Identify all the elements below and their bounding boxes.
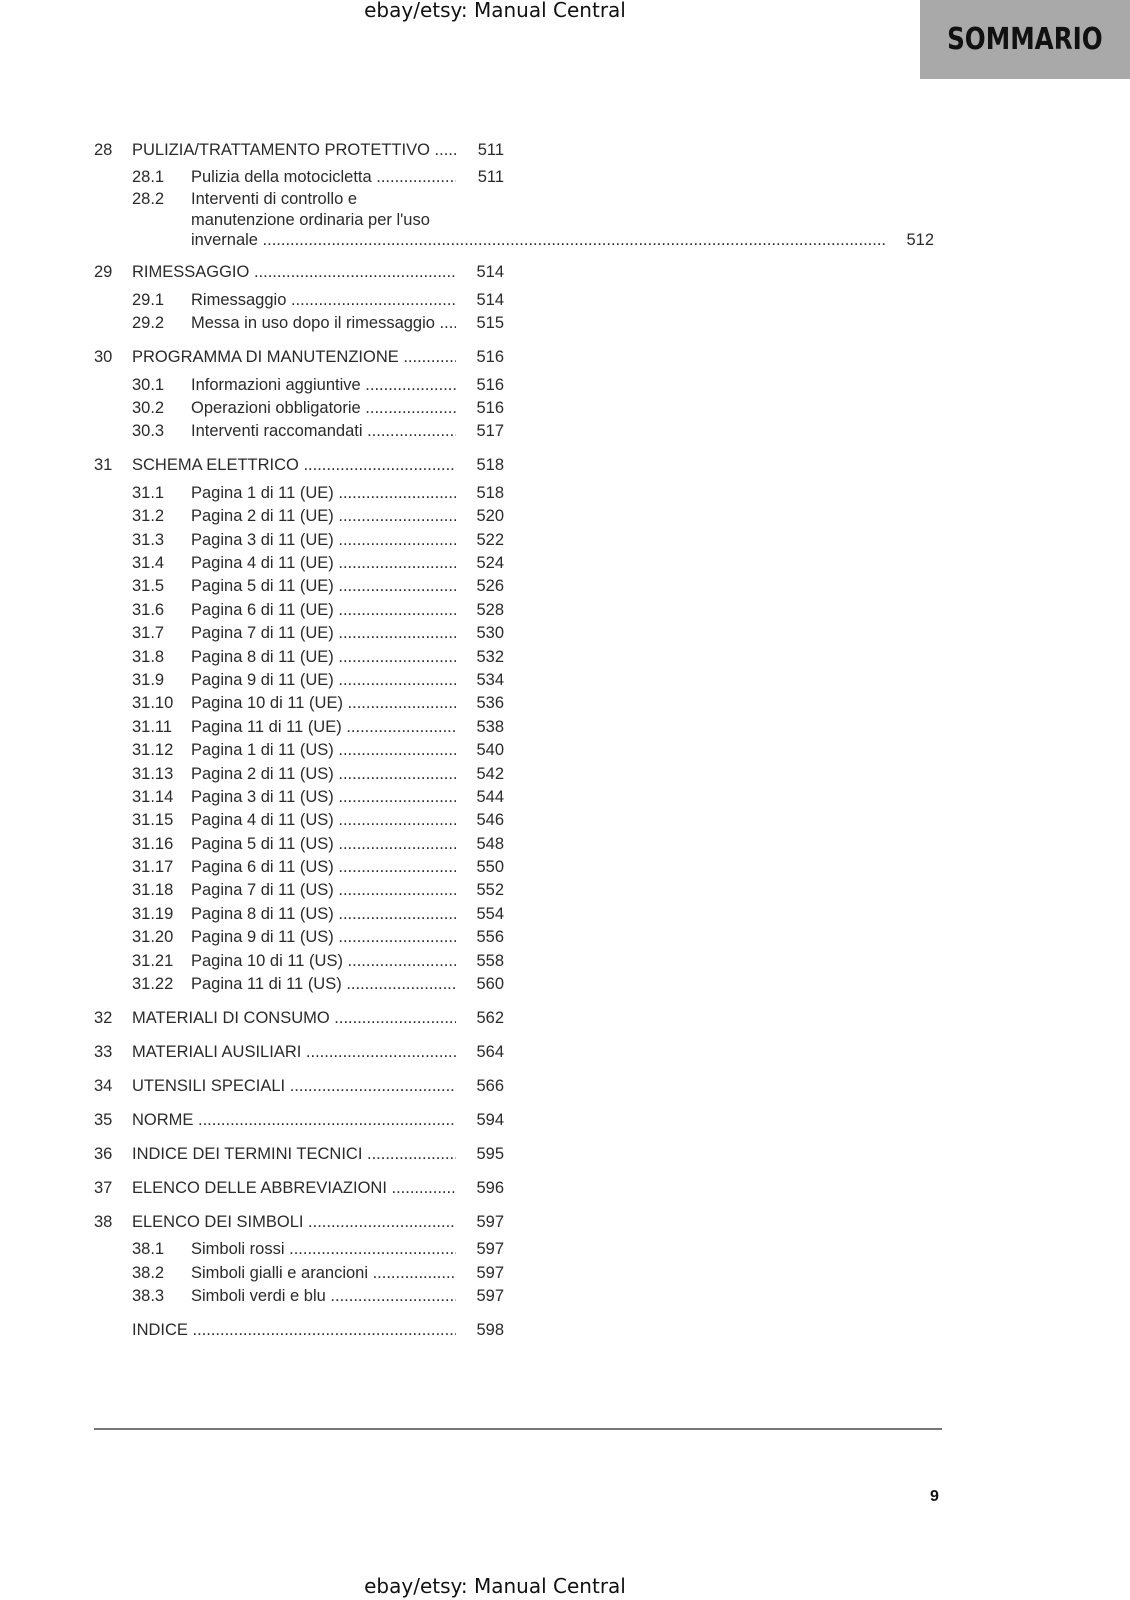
- chapter-number: 29: [94, 263, 113, 282]
- toc-subentry[interactable]: [94, 420, 504, 443]
- subentry-title: Pagina 10 di 11 (UE) .....: [191, 692, 456, 715]
- subentry-number: 31.13: [132, 764, 174, 783]
- chapter-title: MATERIALI DI CONSUMO .....: [132, 1007, 456, 1030]
- subentry-page: 516: [476, 375, 504, 394]
- subentry-number: 31.18: [132, 881, 174, 900]
- toc-subentry[interactable]: [94, 692, 504, 715]
- subentry-title: Messa in uso dopo il rimessaggio .....: [191, 312, 456, 335]
- subentry-number: 31.15: [132, 811, 174, 830]
- subentry-page: 511: [477, 167, 504, 186]
- subentry-page: 548: [476, 834, 504, 853]
- chapter-page: 597: [476, 1213, 504, 1232]
- subentry-number: 31.4: [132, 554, 165, 572]
- toc-chapter[interactable]: [94, 1166, 504, 1200]
- chapter-page: 596: [476, 1179, 504, 1198]
- chapter-title: ELENCO DEI SIMBOLI .....: [132, 1211, 456, 1234]
- subentry-title: Pagina 2 di 11 (UE) .....: [191, 505, 456, 528]
- subentry-number: 31.5: [132, 577, 165, 596]
- chapter-page: 516: [476, 348, 504, 367]
- chapter-page: 598: [476, 1321, 504, 1340]
- subentry-page: 550: [476, 858, 504, 877]
- chapter-title: NORME .....: [132, 1109, 456, 1132]
- toc-chapter[interactable]: [94, 251, 504, 285]
- toc-subentry[interactable]: [94, 1238, 504, 1261]
- chapter-title: MATERIALI AUSILIARI .....: [132, 1041, 456, 1064]
- toc-subentry[interactable]: [94, 950, 504, 973]
- toc-chapter[interactable]: [94, 996, 504, 1030]
- subentry-number: 29.1: [132, 290, 165, 309]
- chapter-title: PROGRAMMA DI MANUTENZIONE .....: [132, 346, 456, 369]
- toc-subentry[interactable]: [94, 482, 504, 505]
- toc-subentry[interactable]: [94, 312, 504, 335]
- subentry-title: Pulizia della motocicletta .....: [191, 166, 456, 189]
- subentry-title: Pagina 2 di 11 (US) .....: [191, 763, 456, 786]
- subentry-number: 31.2: [132, 507, 165, 526]
- toc-subentry[interactable]: [94, 289, 504, 312]
- subentry-number: 31.6: [132, 600, 165, 619]
- chapter-number: 28: [94, 140, 113, 159]
- subentry-page: 534: [476, 670, 504, 689]
- toc-subentry[interactable]: [94, 809, 504, 832]
- chapter-page: 511: [477, 140, 504, 159]
- chapter-title: INDICE DEI TERMINI TECNICI .....: [132, 1143, 456, 1166]
- subentry-number: 31.1: [132, 483, 165, 502]
- toc-subentry[interactable]: [94, 833, 504, 856]
- toc-subentry[interactable]: [94, 903, 504, 926]
- subentry-page: 542: [476, 764, 504, 783]
- chapter-number: 35: [94, 1111, 113, 1130]
- toc-subentry[interactable]: [94, 763, 504, 786]
- toc-subentry[interactable]: [94, 879, 504, 902]
- subentry-number: 38.1: [132, 1240, 165, 1259]
- subentry-number: 38.2: [132, 1263, 165, 1282]
- watermark-bottom: ebay/etsy: Manual Central: [364, 1574, 626, 1598]
- toc-subentry[interactable]: [94, 599, 504, 622]
- subentry-number: 31.22: [132, 975, 174, 994]
- chapter-title: SCHEMA ELETTRICO .....: [132, 454, 456, 477]
- subentry-page: 558: [476, 951, 504, 970]
- subentry-page: 522: [476, 530, 504, 549]
- subentry-title: Pagina 7 di 11 (US) .....: [191, 879, 456, 902]
- entry-title-line: invernale .....: [191, 230, 886, 251]
- toc-chapter[interactable]: [94, 1132, 504, 1166]
- subentry-title: Pagina 8 di 11 (US) .....: [191, 903, 456, 926]
- toc-subentry[interactable]: [94, 973, 504, 996]
- subentry-page: 515: [476, 314, 504, 333]
- toc-subentry[interactable]: [94, 505, 504, 528]
- entry-title-lines: [191, 189, 934, 251]
- toc-subentry[interactable]: [94, 716, 504, 739]
- subentry-number: 38.3: [132, 1287, 165, 1306]
- subentry-number: 30.2: [132, 399, 165, 418]
- toc-subentry[interactable]: [94, 856, 504, 879]
- subentry-page: 538: [476, 717, 504, 736]
- subentry-title: Pagina 7 di 11 (UE) .....: [191, 622, 456, 645]
- toc-chapter[interactable]: [94, 128, 504, 162]
- subentry-page: 526: [476, 577, 504, 596]
- table-of-contents: [94, 128, 935, 1343]
- subentry-number: 31.3: [132, 530, 165, 549]
- subentry-title: Pagina 3 di 11 (UE) .....: [191, 529, 456, 552]
- entry-title-line: Interventi di controllo e: [191, 190, 358, 209]
- subentry-page: 528: [476, 600, 504, 619]
- toc-subentry[interactable]: [94, 1285, 504, 1308]
- subentry-page: 546: [476, 811, 504, 830]
- footer-divider: [94, 1428, 942, 1430]
- subentry-number: 30.3: [132, 422, 165, 441]
- subentry-title: Simboli verdi e blu .....: [191, 1285, 456, 1308]
- toc-chapter[interactable]: [94, 1030, 504, 1064]
- chapter-number: 38: [94, 1213, 113, 1232]
- entry-number: 28.2: [132, 190, 165, 209]
- chapter-title: UTENSILI SPECIALI .....: [132, 1075, 456, 1098]
- entry-title-line: manutenzione ordinaria per l'uso: [191, 210, 430, 229]
- subentry-title: Informazioni aggiuntive .....: [191, 374, 456, 397]
- subentry-title: Pagina 4 di 11 (US) .....: [191, 809, 456, 832]
- subentry-title: Pagina 6 di 11 (UE) .....: [191, 599, 456, 622]
- subentry-number: 31.7: [132, 624, 165, 643]
- subentry-number: 31.20: [132, 928, 174, 947]
- chapter-title: ELENCO DELLE ABBREVIAZIONI .....: [132, 1177, 456, 1200]
- subentry-number: 30.1: [132, 375, 165, 394]
- subentry-page: 544: [476, 787, 504, 806]
- toc-subentry[interactable]: [94, 926, 504, 949]
- chapter-number: 36: [94, 1145, 113, 1164]
- chapter-title: INDICE .....: [132, 1319, 456, 1342]
- section-tab: [920, 0, 1130, 79]
- subentry-page: 516: [476, 399, 504, 418]
- subentry-page: 532: [476, 647, 504, 666]
- toc-subentry[interactable]: [94, 1262, 504, 1285]
- toc-chapter[interactable]: [94, 1309, 504, 1343]
- subentry-number: 29.2: [132, 314, 165, 333]
- chapter-number: 31: [94, 456, 113, 475]
- subentry-number: 31.10: [132, 694, 174, 713]
- toc-subentry[interactable]: [94, 552, 504, 575]
- chapter-number: 34: [94, 1077, 113, 1096]
- toc-subentry[interactable]: [94, 529, 504, 552]
- watermark-top: ebay/etsy: Manual Central: [364, 0, 626, 22]
- chapter-page: 595: [476, 1145, 504, 1164]
- toc-subentry[interactable]: [94, 575, 504, 598]
- subentry-page: 520: [476, 507, 504, 526]
- subentry-title: Pagina 1 di 11 (UE) .....: [191, 482, 456, 505]
- subentry-page: 597: [476, 1240, 504, 1259]
- subentry-title: Pagina 10 di 11 (US) .....: [191, 950, 456, 973]
- subentry-title: Pagina 5 di 11 (US) .....: [191, 833, 456, 856]
- subentry-title: Pagina 1 di 11 (US) .....: [191, 739, 456, 762]
- toc-chapter[interactable]: [94, 1064, 504, 1098]
- subentry-title: Simboli rossi .....: [191, 1238, 456, 1261]
- subentry-page: 517: [476, 422, 504, 441]
- subentry-page: 554: [476, 904, 504, 923]
- subentry-number: 31.8: [132, 647, 165, 666]
- subentry-number: 31.16: [132, 834, 174, 853]
- chapter-number: 33: [94, 1043, 113, 1062]
- subentry-page: 524: [476, 554, 504, 572]
- chapter-title: RIMESSAGGIO .....: [132, 261, 456, 284]
- subentry-number: 31.14: [132, 787, 174, 806]
- entry-last-line: [191, 230, 934, 251]
- subentry-title: Pagina 4 di 11 (UE) .....: [191, 552, 456, 575]
- subentry-title: Pagina 11 di 11 (UE) .....: [191, 716, 456, 739]
- toc-subentry[interactable]: [94, 166, 504, 189]
- subentry-page: 540: [476, 741, 504, 760]
- toc-chapter[interactable]: [94, 1098, 504, 1132]
- subentry-number: 31.12: [132, 741, 174, 760]
- toc-subentry[interactable]: [94, 739, 504, 762]
- page-number: 9: [930, 1488, 939, 1505]
- section-title: SOMMARIO: [947, 22, 1103, 57]
- subentry-page: 536: [476, 694, 504, 713]
- toc-subentry[interactable]: [94, 669, 504, 692]
- subentry-page: 530: [476, 624, 504, 643]
- chapter-number: 30: [94, 348, 113, 367]
- chapter-page: 562: [476, 1009, 504, 1028]
- subentry-number: 31.17: [132, 858, 174, 877]
- subentry-page: 552: [476, 881, 504, 900]
- subentry-number: 31.11: [132, 717, 173, 736]
- subentry-title: Pagina 9 di 11 (UE) .....: [191, 669, 456, 692]
- toc-subentry[interactable]: [94, 374, 504, 397]
- subentry-title: Pagina 6 di 11 (US) .....: [191, 856, 456, 879]
- subentry-number: 31.9: [132, 670, 165, 689]
- subentry-page: 560: [476, 975, 504, 994]
- subentry-number: 31.19: [132, 904, 174, 923]
- subentry-title: Interventi raccomandati .....: [191, 420, 456, 443]
- subentry-title: Pagina 5 di 11 (UE) .....: [191, 575, 456, 598]
- subentry-title: Pagina 8 di 11 (UE) .....: [191, 646, 456, 669]
- chapter-page: 564: [476, 1043, 504, 1062]
- chapter-number: 32: [94, 1009, 113, 1028]
- subentry-number: 28.1: [132, 167, 165, 186]
- chapter-page: 514: [476, 263, 504, 282]
- chapter-number: 37: [94, 1179, 113, 1198]
- subentry-title: Pagina 11 di 11 (US) .....: [191, 973, 456, 996]
- toc-chapter[interactable]: [94, 1200, 504, 1234]
- chapter-page: 566: [476, 1077, 504, 1096]
- toc-subentry-multiline[interactable]: [94, 189, 935, 251]
- subentry-page: 514: [476, 290, 504, 309]
- subentry-number: 31.21: [132, 951, 174, 970]
- chapter-page: 518: [476, 456, 504, 475]
- subentry-page: 597: [476, 1287, 504, 1306]
- toc-subentry[interactable]: [94, 622, 504, 645]
- entry-page: 512: [906, 231, 935, 250]
- subentry-page: 556: [476, 928, 504, 947]
- subentry-title: Rimessaggio .....: [191, 289, 456, 312]
- toc-subentry[interactable]: [94, 786, 504, 809]
- chapter-title: PULIZIA/TRATTAMENTO PROTETTIVO .....: [132, 139, 456, 162]
- chapter-page: 594: [476, 1111, 504, 1130]
- toc-subentry[interactable]: [94, 397, 504, 420]
- subentry-title: Simboli gialli e arancioni .....: [191, 1262, 456, 1285]
- toc-subentry[interactable]: [94, 646, 504, 669]
- subentry-title: Pagina 9 di 11 (US) .....: [191, 926, 456, 949]
- toc-chapter[interactable]: [94, 336, 504, 370]
- subentry-page: 597: [476, 1263, 504, 1282]
- subentry-title: Pagina 3 di 11 (US) .....: [191, 786, 456, 809]
- toc-chapter[interactable]: [94, 444, 504, 478]
- subentry-page: 518: [476, 483, 504, 502]
- subentry-title: Operazioni obbligatorie .....: [191, 397, 456, 420]
